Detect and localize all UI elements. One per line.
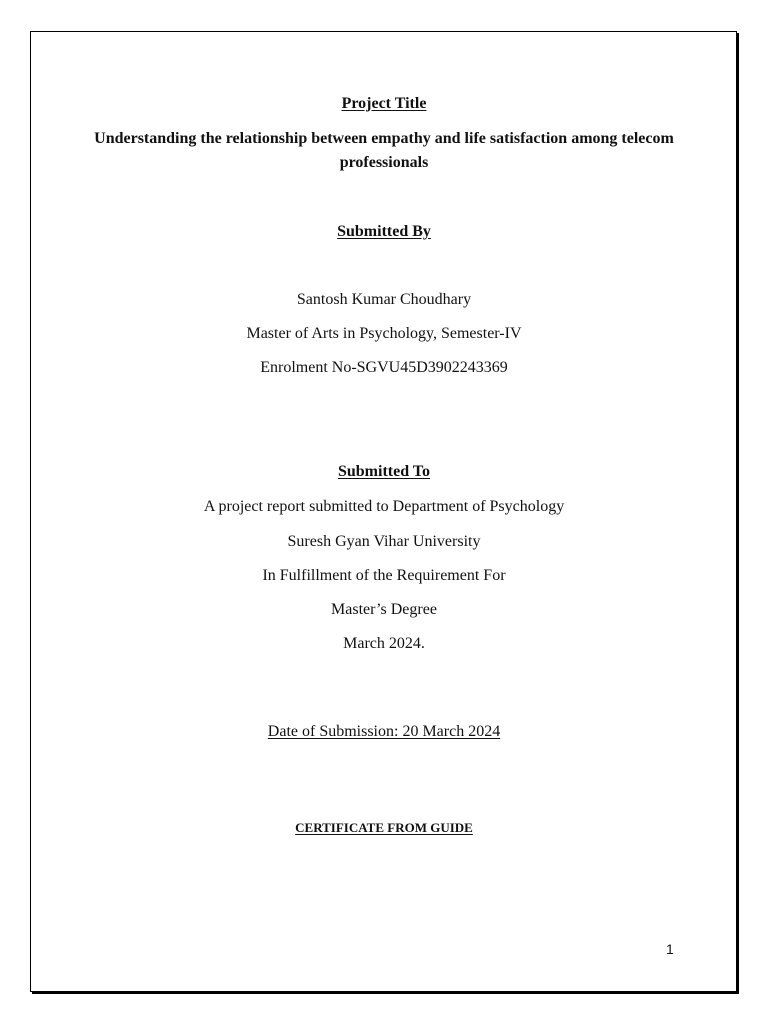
submitted-to-heading: Submitted To <box>337 463 431 480</box>
program-name: Master of Arts in Psychology, Semester-IV <box>246 325 522 342</box>
enrolment-number: Enrolment No-SGVU45D3902243369 <box>260 359 508 376</box>
page-number: 1 <box>666 941 674 957</box>
university-name: Suresh Gyan Vihar University <box>287 533 481 550</box>
submitted-by-heading: Submitted By <box>337 223 431 240</box>
submission-date: Date of Submission: 20 March 2024 <box>267 723 501 740</box>
certificate-heading: CERTIFICATE FROM GUIDE <box>295 820 473 835</box>
project-title: Understanding the relationship between empathy and life satisfaction among telecom professionals <box>94 130 674 171</box>
submitted-to-line: A project report submitted to Department of Psychology <box>203 498 565 515</box>
degree-line: Master’s Degree <box>331 601 437 618</box>
report-date: March 2024. <box>343 635 425 652</box>
student-name: Santosh Kumar Choudhary <box>296 291 472 308</box>
project-title-heading: Project Title <box>341 95 427 112</box>
requirement-line: In Fulfillment of the Requirement For <box>262 567 506 584</box>
